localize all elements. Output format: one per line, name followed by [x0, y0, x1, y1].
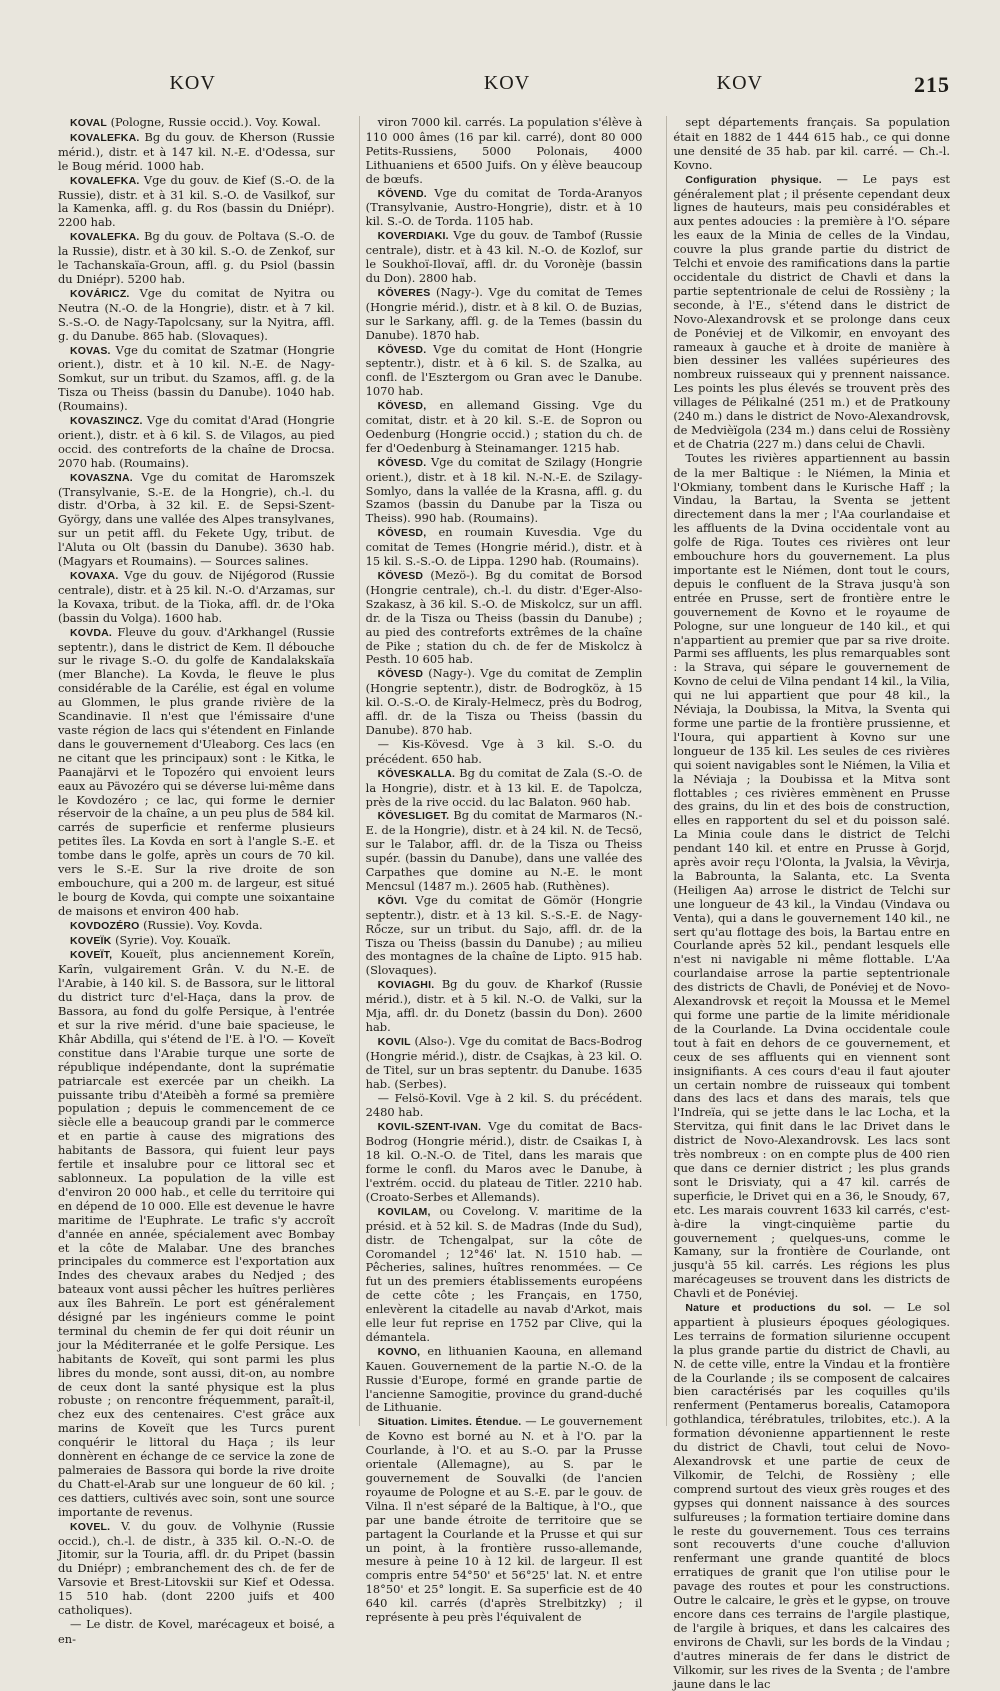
dictionary-entry [58, 626, 335, 919]
entry-headword: KÖVESD [377, 668, 424, 681]
entry-text: (Pologne, Russie occid.). Voy. Kowal. [106, 115, 321, 129]
entry-headword: KÖVESD. [377, 343, 427, 356]
dictionary-entry [673, 452, 950, 1301]
entry-headword: Nature et productions du sol. [685, 1302, 872, 1315]
dictionary-entry [366, 978, 643, 1035]
entry-headword: KOVNO, [377, 1345, 421, 1358]
dictionary-entry [58, 344, 335, 415]
entry-headword: KOVAS. [70, 344, 111, 357]
entry-text: (Syrie). Voy. Kouaïk. [111, 932, 231, 947]
entry-text: (Nagy-). Vge du comitat de Temes (Hongrie mérid.), distr. et à 8 kil. O. de Buzias, sur le Sarkany, affl. g. de la Temes (bassin du Danube). 1870 hab. [365, 284, 643, 342]
column-3 [666, 115, 956, 1691]
dictionary-entry [366, 569, 643, 667]
entry-headword: KÖVESD, [377, 400, 427, 413]
entry-headword: KOVIL-SZENT-IVAN. [377, 1121, 482, 1134]
entry-headword: KÖVEND. [377, 187, 427, 200]
entry-text: en lithuanien Kaouna, en allemand Kauen. Gouvernement de la partie N.-O. de la Russie d'Europe, formé en grande partie de l'ancienne Samogitie, province du grand-duché de Lithuanie. [365, 1343, 643, 1415]
entry-headword: KOVALEFKA. [70, 231, 140, 244]
dictionary-entry [58, 471, 335, 569]
dictionary-entry [366, 667, 643, 738]
entry-headword: Situation. Limites. Étendue. [377, 1416, 522, 1429]
dictionary-entry [58, 131, 335, 174]
entry-text: (Nagy-). Vge du comitat de Zemplin (Hongrie septentr.), distr. de Bodrogköz, à 15 kil. O.-S.-O. de Kiraly-Helmecz, près du Bodrog, affl. dr. de la Tisza ou Theiss (bassin du Danube). 870 hab. [365, 666, 643, 737]
dictionary-entry [673, 173, 950, 452]
dictionary-entry [58, 934, 335, 949]
entry-headword: KOVALEFKA. [70, 131, 140, 144]
entry-text: Vge du comitat de Szilagy (Hongrie orient.), distr. et à 18 kil. N.-N.-E. de Szilagy-Somlyo, dans la vallée de la Krasna, affl. g. du Szamos (bassin du Danube par la Tisza ou Theiss). 990 hab. (Roumains). [365, 454, 643, 526]
entry-text: Vge du gouv. de Tambof (Russie centrale), distr. et à 43 kil. N.-O. de Kozlof, sur le Soukhoï-Ilovaï, affl. dr. du Voronèje (bassin du Don). 2800 hab. [365, 228, 643, 285]
entry-headword: KOVAXA. [70, 570, 119, 582]
dictionary-entry [58, 569, 335, 626]
dictionary-entry [366, 1035, 643, 1092]
column-2 [359, 115, 649, 1625]
header-center-word: KOV [483, 72, 531, 94]
entry-headword: KÖVESD. [377, 456, 427, 469]
entry-text: Vge du comitat de Haromszek (Transylvanie, S.-E. de la Hongrie), ch.-l. du distr. d'Orba, à 32 kil. E. de Sepsi-Szent-György, dans une vallée des Alpes transylvanes, sur un petit affl. du Fekete Ugy, tribut. de l'Aluta ou Olt (bassin du Danube). 3630 hab. (Magyars et Roumains). — Sources salines. [58, 469, 335, 569]
entry-text: Vge du comitat de Szatmar (Hongrie orient.), distr. et à 10 kil. N.-E. de Nagy-Somkut, sur un tribut. du Szamos, affl. g. de la Tisza ou Theiss (bassin du Danube). 1040 hab. (Roumains). [58, 342, 335, 414]
dictionary-entry [58, 116, 335, 131]
entry-text: Bg du gouv. de Poltava (S.-O. de la Russie), distr. et à 30 kil. S.-O. de Zenkof, sur le Tachanskaïa-Groun, affl. g. du Psiol (bassin du Dniépr). 5200 hab. [58, 229, 335, 286]
dictionary-entry [366, 229, 643, 286]
entry-text: — Kis-Kövesd. Vge à 3 kil. S.-O. du précédent. 650 hab. [365, 736, 643, 766]
entry-text: Vge du gouv. de Nijégorod (Russie centrale), distr. et à 25 kil. N.-O. d'Arzamas, sur la Kovaxa, tribut. de la Tioka, affl. dr. de l'Oka (bassin du Volga). 1600 hab. [58, 568, 335, 625]
entry-headword: KOVIL [377, 1035, 411, 1048]
entry-headword: KOVÁRICZ. [70, 287, 130, 300]
dictionary-entry [366, 738, 643, 767]
entry-text: Vge du comitat de Hont (Hongrie septentr.), distr. et à 6 kil. S. de Szalka, au confl. de l'Esztergom ou Gran avec le Danube. 1070 hab. [365, 341, 643, 399]
entry-text: en roumain Kuvesdia. Vge du comitat de Temes (Hongrie mérid.), distr. et à 15 kil. S.-S.-O. de Lippa. 1290 hab. (Roumains). [365, 525, 643, 569]
page-number: 215 [914, 72, 950, 97]
entry-text: V. du gouv. de Volhynie (Russie occid.), ch.-l. de distr., à 335 kil. O.-N.-O. de Jitomir, sur la Touria, affl. dr. du Pripet (bassin du Dniépr) ; embranchement des ch. de fer de Varsovie et Brest-Litovskii sur Kief et Odessa. 15 510 hab. (dont 2200 juifs et 400 catholiques). [58, 1518, 335, 1618]
entry-text: Koueït, plus anciennement Koreïn, Karîn, vulgairement Grân. V. du N.-E. de l'Arabie, à 140 kil. S. de Bassora, sur le littoral du district turc d'el-Haça, dans la prov. de Bassora, au fond du golfe Persique, à l'entrée et sur la rive mérid. d'une baie spacieuse, le Khâr Abdilla, qui s'étend de l'E. à l'O. — Koveït constitue dans l'Arabie turque une sorte de république indépendante, dont la suprématie patriarcale est exercée par un cheikh. La puissante tribu d'Ateibèh a formé sa première population ; depuis le commencement de ce siècle elle a beaucoup grandi par le commerce et en partie à cause des migrations des habitants de Bassora, qui fuient leur pays fertile et insalubre pour ce littoral sec et sablonneux. La population de la ville est d'environ 20 000 hab., et celle du territoire qui en dépend de 10 000. Elle est devenue le havre maritime de l'Euphrate. Le trafic s'y accroît d'année en année, spécialement avec Bombay et la côte de Malabar. Une des branches principales du commerce est l'exportation aux Indes des chevaux arabes du Nedjed ; des bateaux vont aussi pêcher les huîtres perlières aux îles Bahreïn. Le port est généralement désigné par les ingénieurs comme le point terminal du chemin de fer qui doit réunir un jour la Méditerranée et le golfe Persique. Les habitants de Koveït, qui sont parmi les plus libres du monde, sont aussi, dit-on, au nombre de ceux dont la santé physique est la plus robuste ; on rencontre fréquemment, paraît-il, chez eux des centenaires. C'est grâce aux marins de Koveït que les Turcs purent conquérir le littoral du Haça ; ils leur donnèrent en échange de ce service la zone de palmeraies de Bassora qui borde la rive droite du Chatt-el-Arab sur une longueur de 60 kil. ; ces dattiers, cultivés avec soin, sont une source importante de revenus. [58, 947, 335, 1519]
entry-headword: KOVDA. [70, 626, 113, 639]
entry-headword: KOVERDIAKI. [377, 230, 449, 243]
header-left-word: KOV [169, 72, 216, 94]
entry-text: Vge du gouv. de Kief (S.-O. de la Russie), distr. et à 31 kil. S.-O. de Vasilkof, sur la Kamenka, affl. g. du Ros (bassin du Dniépr). 2200 hab. [58, 172, 335, 230]
entry-text: — Le pays est généralement plat ; il présente cependant deux lignes de hauteurs, mais peu considérables et aux pentes adoucies : la première à l'O. sépare les eaux de la Minia de celles de la Vindau, couvre la plus grande partie du district de Telchi et envoie des ramifications dans la partie occidentale du district de Chavli et dans la partie septentrionale de celui de Rossièny ; la seconde, à l'E., s'étend dans le district de Novo-Alexandrovsk et se prolonge dans ceux de Ponéviej et de Vilkomir, en envoyant des rameaux à gauche et à droite de manière à bien dessiner les vallées supérieures des nombreux ruisseaux qui y prennent naissance. Les points les plus élevés se trouvent près des villages de Pélikalné (251 m.) et de Pratkouny (240 m.) dans le district de Novo-Alexandrovsk, de Medvièïgola (234 m.) dans celui de Rossièny et de Chatria (227 m.) dans celui de Chavli. [673, 171, 951, 451]
entry-headword: KÖVESLIGET. [377, 810, 450, 823]
dictionary-entry [58, 287, 335, 344]
dictionary-entry [366, 809, 643, 893]
dictionary-entry [366, 286, 643, 343]
entry-text: — Le gouvernement de Kovno est borné au N. et à l'O. par la Courlande, à l'O. et au S.-O. par la Prusse orientale (Allemagne), au S. par le gouvernement de Souvalki (de l'ancien royaume de Pologne et au S.-E. par le gouv. de Vilna. Il n'est séparé de la Baltique, à l'O., que par une bande étroite de territoire que se partagent la Courlande et la Prusse et qui sur un point, à la frontière russo-allemande, mesure à peine 10 à 12 kil. de largeur. Il est compris entre 54°50' et 56°25' lat. N. et entre 18°50' et 25° longit. E. Sa superficie est de 40 640 kil. carrés (d'après Strelbitzky) ; il représente à peu près l'équivalent de [365, 1414, 643, 1625]
entry-text: Vge du comitat de Bacs-Bodrog (Hongrie mérid.), distr. de Csaikas I, à 18 kil. O.-N.-O. de Titel, dans les marais que forme le confl. du Maros avec le Danube, à l'extrém. occid. du plateau de Titler. 2210 hab. (Croato-Serbes et Allemands). [365, 1119, 643, 1204]
entry-headword: KOVAL [70, 117, 107, 129]
entry-headword: KOVEÏT, [70, 949, 113, 962]
entry-headword: KÖVI. [377, 894, 408, 907]
dictionary-entry [58, 414, 335, 471]
entry-headword: KÖVERES [377, 286, 431, 299]
entry-headword: KOVEL. [70, 1520, 111, 1533]
entry-text: Vge du comitat de Gömör (Hongrie septentr.), distr. et à 13 kil. S.-S.-E. de Nagy-Rőcze, sur un tribut. du Sajo, affl. dr. de la Tisza ou Theiss (bassin du Danube) ; au milieu des montagnes de la chaîne de Lipto. 915 hab. (Slovaques). [365, 892, 643, 978]
entry-headword: KOVASZNA. [70, 471, 133, 484]
dictionary-entry [673, 116, 950, 173]
entry-headword: KOVALEFKA. [70, 174, 140, 187]
entry-text: Bg du gouv. de Kherson (Russie mérid.), distr. et à 147 kil. N.-E. d'Odessa, sur le Boug mérid. 1000 hab. [58, 129, 335, 173]
entry-headword: KOVASZINCZ. [70, 415, 143, 428]
dictionary-entry [366, 343, 643, 400]
running-header [58, 72, 956, 98]
entry-text: (Also-). Vge du comitat de Bacs-Bodrog (Hongrie mérid.), distr. de Csajkas, à 23 kil. O. de Titel, sur un bras septentr. du Danube. 1635 hab. (Serbes). [365, 1033, 643, 1091]
dictionary-entry [58, 919, 335, 934]
entry-text: (Mezö-). Bg du comitat de Borsod (Hongrie centrale), ch.-l. du distr. d'Eger-Also-Szakasz, à 36 kil. S.-O. de Miskolcz, sur un affl. dr. de la Tisza ou Theiss (bassin du Danube) ; au pied des contreforts extrêmes de la chaîne de Pike ; station du ch. de fer de Miskolcz à Pesth. 10 605 hab. [365, 568, 643, 667]
entry-headword: KÖVESKALLA. [377, 767, 456, 780]
entry-headword: KÖVESD, [377, 527, 427, 540]
entry-headword: KOVDOZÉRO [70, 919, 140, 932]
entry-text: Vge du comitat d'Arad (Hongrie orient.), distr. et à 6 kil. S. de Vilagos, au pied occid. des contreforts de la chaîne de Drocsa. 2070 hab. (Roumains). [58, 413, 335, 470]
entry-headword: Configuration physique. [685, 173, 822, 186]
dictionary-entry [366, 456, 643, 527]
entry-text: Vge du comitat de Nyitra ou Neutra (N.-O. de la Hongrie), distr. et à 7 kil. S.-S.-O. de Nagy-Tapolcsany, sur la Nyitra, affl. g. du Danube. 865 hab. (Slovaques). [58, 285, 335, 343]
dictionary-entry [366, 894, 643, 978]
entry-headword: KÖVESD [377, 570, 424, 582]
dictionary-entry [58, 1520, 335, 1618]
entry-headword: KOVEÏK [70, 934, 112, 947]
dictionary-entry [58, 1618, 335, 1647]
dictionary-entry [366, 1205, 643, 1345]
header-right-word: KOV [716, 72, 763, 94]
entry-text: Bg du comitat de Marmaros (N.-E. de la Hongrie), distr. et à 24 kil. N. de Tecsö, sur le Talabor, affl. dr. de la Tisza ou Theiss supér. (bassin du Danube), dans une vallée des Carpathes que domine au N.-E. le mont Mencsul (1487 m.). 2605 hab. (Ruthènes). [365, 808, 643, 893]
dictionary-entry [366, 1415, 643, 1625]
dictionary-entry [58, 948, 335, 1519]
text-columns [58, 115, 956, 1691]
dictionary-entry [366, 399, 643, 456]
entry-text: Vge du comitat de Torda-Aranyos (Transylvanie, Austro-Hongrie), distr. et à 10 kil. S.-O. de Torda. 1105 hab. [365, 185, 643, 229]
entry-text: Bg du comitat de Zala (S.-O. de la Hongrie), distr. et à 13 kil. E. de Tapolcza, près de la rive occid. du lac Balaton. 960 hab. [365, 765, 643, 809]
entry-text: Bg du gouv. de Kharkof (Russie mérid.), distr. et à 5 kil. N.-O. de Valki, sur la Mja, affl. dr. du Donetz (bassin du Don). 2600 hab. [365, 977, 643, 1034]
dictionary-entry [366, 1120, 643, 1204]
entry-text: Toutes les rivières appartiennent au bassin de la mer Baltique : le Niémen, la Minia et l'Okmiany, tombent dans le Kurische Haff ; la Vindau, la Bartau, la Sventa se jettent directement dans la mer ; l'Aa courlandaise et les affluents de la Dvina occidentale vont au golfe de Riga. Toutes ces rivières ont leur embouchure hors du gouvernement. La plus importante est le Niémen, dont tout le cours, depuis le confluent de la Strava jusqu'à son entrée en Prusse, sert de frontière entre le gouvernement de Kovno et le royaume de Pologne, sur une longueur de 140 kil., et qui n'appartient au premier que par sa rive droite. Parmi ses affluents, les plus remarquables sont : la Strava, qui sépare le gouvernement de Kovno de celui de Vilna pendant 14 kil., la Vilia, qui ne lui appartient que pour 48 kil., la Néviaja, la Doubissa, la Mitva, la Sventa qui forme une partie de la frontière prussienne, et l'Ioura, qui appartient à Kovno sur une longueur de 135 kil. Les seules de ces rivières qui soient navigables sont le Niémen, la Vilia et la Néviaja ; la Doubissa et la Mitva sont flottables ; ces rivières emmènent en Prusse des grains, du lin et des bois de construction, elles en rapportent du sel et du poisson salé. La Minia coule dans le district de Telchi pendant 140 kil. et entre en Prusse à Gorjd, après avoir reçu l'Olonta, la Jvalsia, la Vêvirja, la Babrounta, la Salanta, etc. La Sventa (Heiligen Aa) arrose le district de Telchi sur une longueur de 43 kil., la Vindau (Vindava ou Venta), qui a dans le gouvernement 140 kil., ne sert qu'au flottage des bois, la Bartau entre en Courlande après 52 kil., pendant lesquels elle n'est ni navigable ni même flottable. L'Aa courlandaise arrose la partie septentrionale des districts de Chavli, de Ponéviej et de Novo-Alexandrovsk et reçoit la Moussa et le Memel qui forme une partie de la limite méridionale de la Courlande. La Dvina occidentale coule tout à fait en dehors de ce gouvernement, et ceux de ses affluents qui en viennent sont insignifiants. A ces cours d'eau il faut ajouter un certain nombre de ruisseaux qui tombent dans des lacs et dans des marais, tels que l'Indreïa, qui se jette dans le lac Locha, et la Stervitza, qui finit dans le lac Drivet dans le district de Novo-Alexandrovsk. Les lacs sont très nombreux : on en compte plus de 400 rien que dans ce dernier district ; les plus grands sont le Drisviaty, qui a 47 kil. carrés de superficie, le Drivet qui en a 36, le Snoudy, 67, etc. Les marais couvrent 1633 kil carrés, c'est-à-dire la vingt-cinquième partie du gouvernement ; quelques-uns, comme le Kamany, sur la frontière de Courlande, ont jusqu'à 55 kil. carrés. Les régions les plus marécageuses se trouvent dans les districts de Chavli et de Ponéviej. [673, 450, 951, 1301]
entry-headword: KOVILAM, [377, 1205, 431, 1218]
dictionary-entry [366, 526, 643, 569]
dictionary-entry [366, 1345, 643, 1416]
dictionary-entry [673, 1301, 950, 1691]
entry-text: (Russie). Voy. Kovda. [139, 917, 263, 932]
entry-text: — Le distr. de Kovel, marécageux et boisé, a en- [58, 1616, 335, 1646]
entry-headword: KOVIAGHI. [377, 979, 435, 992]
column-1 [58, 115, 341, 1646]
entry-text: viron 7000 kil. carrés. La population s'élève à 110 000 âmes (16 par kil. carré), dont 80 000 Petits-Russiens, 5000 Polonais, 4000 Lithuaniens et 6500 Juifs. On y élève beaucoup de bœufs. [365, 115, 643, 186]
dictionary-entry [366, 1092, 643, 1121]
dictionary-entry [58, 174, 335, 231]
entry-text: sept départements français. Sa population était en 1882 de 1 444 615 hab., ce qui donne une densité de 35 hab. par kil. carré. — Ch.-l. Kovno. [673, 115, 951, 172]
entry-text: ou Covelong. V. maritime de la présid. et à 52 kil. S. de Madras (Inde du Sud), distr. de Tchengalpat, sur la côte de Coromandel ; 12°46' lat. N. 1510 hab. — Pêcheries, salines, huîtres renommées. — Ce fut un des premiers établissements européens de cette côte ; les Français, en 1750, enlevèrent la citadelle au navab d'Arkot, mais elle leur fut reprise en 1752 par Clive, qui la démantela. [365, 1203, 643, 1344]
entry-text: — Felsö-Kovil. Vge à 2 kil. S. du précédent. 2480 hab. [365, 1090, 643, 1120]
entry-text: — Le sol appartient à plusieurs époques géologiques. Les terrains de formation silurienne occupent la plus grande partie du district de Chavli, au N. de cette ville, entre la Vindau et la frontière de la Courlande ; ils se composent de calcaires bien caractérisés par les coquilles qu'ils renferment (Pentamerus borealis, Catamopora gothlandica, térébratules, trilobites, etc.). A la formation dévonienne appartiennent le reste du district de Chavli, tout celui de Novo-Alexandrovsk et une partie de ceux de Vilkomir, de Telchi, de Rossièny ; elle comprend surtout des vieux grès rouges et des gypses qui donnent naissance à des sources sulfureuses ; la formation tertiaire domine dans le reste du gouvernement. Tous ces terrains sont recouverts d'une couche d'alluvion renfermant une grande quantité de blocs erratiques de granit que l'on utilise pour le pavage des routes et pour les constructions. Outre le calcaire, le grès et le gypse, on trouve encore dans ces terrains de l'argile plastique, de l'argile à briques, et dans les calcaires des environs de Chavli, sur les bords de la Vindau ; d'autres minerais de fer dans le district de Vilkomir, sur les rives de la Sventa ; de l'ambre jaune dans le lac [673, 1300, 951, 1691]
dictionary-entry [366, 187, 643, 230]
dictionary-entry [366, 767, 643, 810]
entry-text: en allemand Gissing. Vge du comitat, distr. et à 20 kil. S.-E. de Sopron ou Oedenburg (Hongrie occid.) ; station du ch. de fer d'Oedenburg à Steinamanger. 1215 hab. [365, 398, 643, 455]
entry-text: Fleuve du gouv. d'Arkhangel (Russie septentr.), dans le district de Kem. Il débouche sur le rivage S.-O. du golfe de Kandalakskaïa (mer Blanche). La Kovda, le fleuve le plus considérable de la Carélie, est égal en volume au Glommen, le plus grande rivière de la Scandinavie. Il n'est que l'émissaire d'une vaste région de lacs qui s'étendent en Finlande dans le gouvernement d'Uleaborg. Ces lacs (en ne citant que les principaux) sont : le Kitka, le Paanajärvi et le Topozéro qui envoient leurs eaux au Pävozéro qui se déverse lui-même dans le Kovdozéro ; ce lac, qui forme le dernier réservoir de la chaîne, a un peu plus de 584 kil. carrés de superficie et renferme plusieurs petites îles. La Kovda en sort à l'angle S.-E. et tombe dans le golfe, après un cours de 70 kil. vers le S.-E. Sur la rive droite de son embouchure, qui a 200 m. de largeur, est situé le bourg de Kovda, qui compte une soixantaine de maisons et environ 400 hab. [58, 624, 335, 918]
dictionary-entry [58, 230, 335, 287]
dictionary-entry [366, 116, 643, 187]
